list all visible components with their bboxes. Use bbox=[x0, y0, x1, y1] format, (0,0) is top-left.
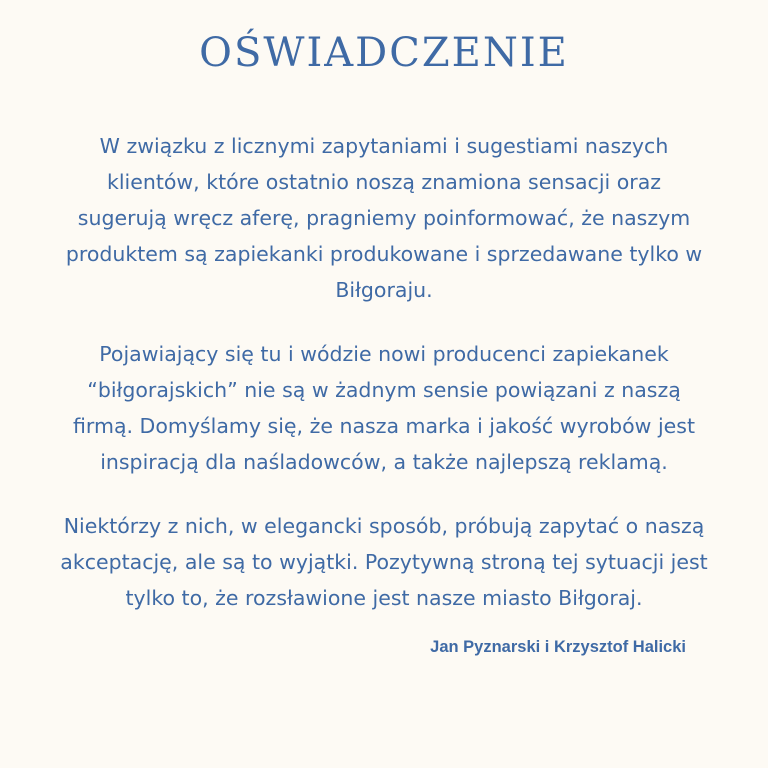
paragraph-1-line: sugerują wręcz aferę, pragniemy poinformować, że naszym bbox=[77, 206, 691, 230]
paragraph-2-line: firmą. Domyślamy się, że nasza marka i jakość wyrobów jest bbox=[73, 414, 695, 438]
paragraph-3-line: akceptację, ale są to wyjątki. Pozytywną stroną tej sytuacji jest bbox=[60, 550, 708, 574]
paragraph-2-line: Pojawiający się tu i wódzie nowi producenci zapiekanek bbox=[99, 342, 669, 366]
paragraph-1 bbox=[20, 128, 748, 308]
paragraph-1-line: produktem są zapiekanki produkowane i sprzedawane tylko w bbox=[65, 242, 703, 266]
paragraph-1-line: Biłgoraju. bbox=[335, 278, 433, 302]
document-title: OŚWIADCZENIE bbox=[199, 30, 569, 76]
paragraph-1-line: klientów, które ostatnio noszą znamiona sensacji oraz bbox=[106, 170, 662, 194]
paragraph-1-line: W związku z licznymi zapytaniami i sugestiami naszych bbox=[99, 134, 669, 158]
paragraph-3 bbox=[20, 508, 748, 616]
paragraph-3-line: tylko to, że rozsławione jest nasze miasto Biłgoraj. bbox=[125, 586, 643, 610]
paragraph-2-line: inspiracją dla naśladowców, a także najlepszą reklamą. bbox=[100, 450, 668, 474]
signature: Jan Pyznarski i Krzysztof Halicki bbox=[430, 638, 686, 656]
paragraph-2-line: “biłgorajskich” nie są w żadnym sensie powiązani z naszą bbox=[87, 378, 681, 402]
paragraph-3-line: Niektórzy z nich, w elegancki sposób, próbują zapytać o naszą bbox=[63, 514, 705, 538]
paragraph-2 bbox=[20, 336, 748, 480]
